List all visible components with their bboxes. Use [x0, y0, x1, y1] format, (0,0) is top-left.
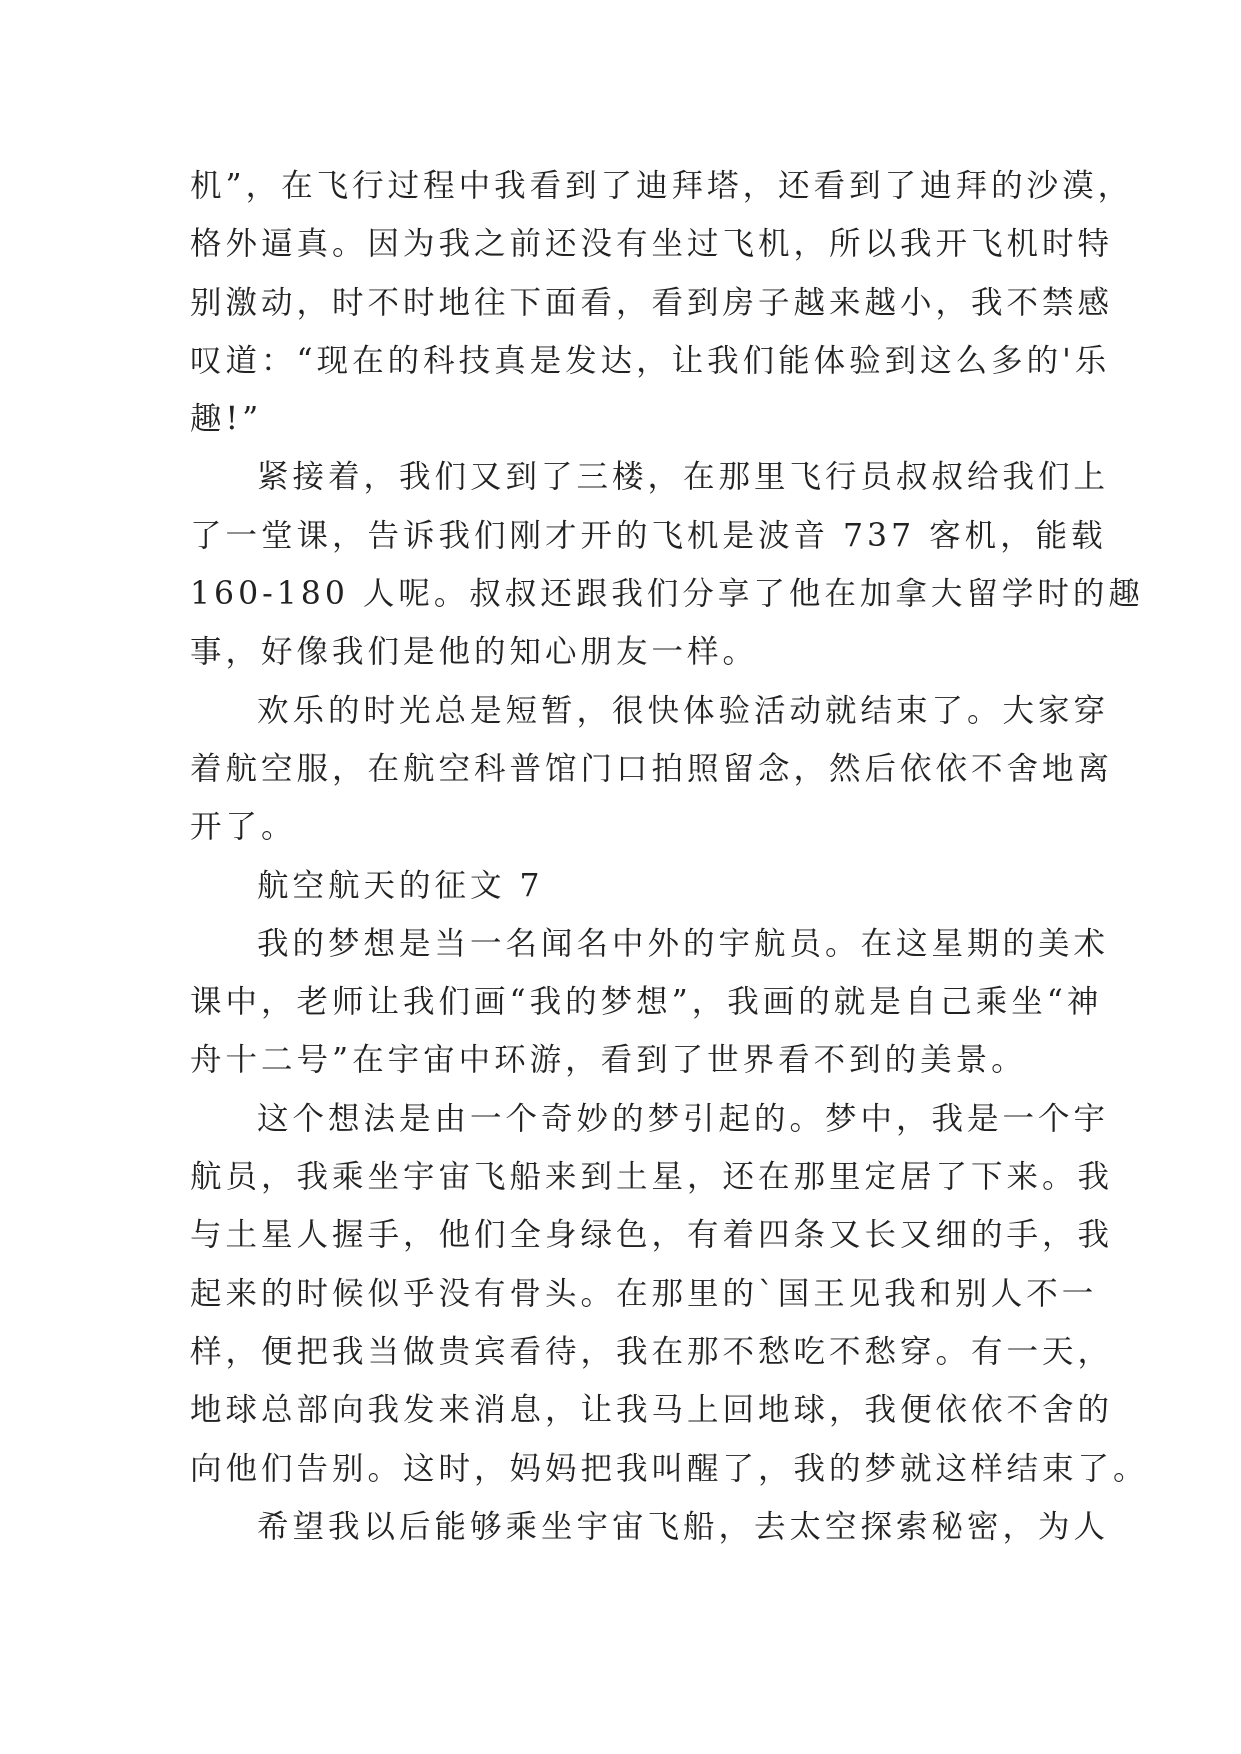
paragraph-start-line: 这个想法是由一个奇妙的梦引起的。梦中，我是一个宇: [257, 1100, 1110, 1137]
text-line: 舟十二号”在宇宙中环游，看到了世界看不到的美景。: [190, 1042, 1027, 1079]
text-line: 起来的时候似乎没有骨头。在那里的`国王见我和别人不一: [190, 1275, 1098, 1312]
text-line: 课中，老师让我们画“我的梦想”，我画的就是自己乘坐“神: [190, 984, 1103, 1021]
text-line: 样，便把我当做贵宾看待，我在那不愁吃不愁穿。有一天，: [190, 1333, 1114, 1370]
text-line: 叹道：“现在的科技真是发达，让我们能体验到这么多的'乐: [190, 342, 1111, 379]
text-line: 事，好像我们是他的知心朋友一样。: [190, 634, 759, 671]
text-line: 160-180 人呢。叔叔还跟我们分享了他在加拿大留学时的趣: [190, 576, 1144, 613]
text-line: 向他们告别。这时，妈妈把我叫醒了，我的梦就这样结束了。: [190, 1450, 1149, 1487]
text-line: 地球总部向我发来消息，让我马上回地球，我便依依不舍的: [190, 1392, 1114, 1429]
section-heading: 航空航天的征文 7: [257, 867, 544, 904]
text-line: 格外逼真。因为我之前还没有坐过飞机，所以我开飞机时特: [190, 226, 1114, 263]
paragraph-start-line: 我的梦想是当一名闻名中外的宇航员。在这星期的美术: [257, 925, 1110, 962]
text-line: 开了。: [190, 809, 297, 846]
text-line: 机”，在飞行过程中我看到了迪拜塔，还看到了迪拜的沙漠，: [190, 168, 1134, 204]
paragraph-start-line: 希望我以后能够乘坐宇宙飞船，去太空探索秘密，为人: [257, 1508, 1110, 1545]
document-body: [190, 157, 1149, 1556]
text-line: 着航空服，在航空科普馆门口拍照留念，然后依依不舍地离: [190, 750, 1114, 787]
text-line: 了一堂课，告诉我们刚才开的飞机是波音 737 客机，能载: [190, 517, 1107, 554]
paragraph-start-line: 紧接着，我们又到了三楼，在那里飞行员叔叔给我们上: [257, 459, 1110, 496]
text-line: 别激动，时不时地往下面看，看到房子越来越小，我不禁感: [190, 284, 1114, 321]
text-line: 航员，我乘坐宇宙飞船来到土星，还在那里定居了下来。我: [190, 1159, 1114, 1196]
paragraph-start-line: 欢乐的时光总是短暂，很快体验活动就结束了。大家穿: [257, 692, 1110, 729]
text-line: 趣!”: [190, 401, 263, 438]
text-line: 与土星人握手，他们全身绿色，有着四条又长又细的手，我: [190, 1217, 1114, 1254]
